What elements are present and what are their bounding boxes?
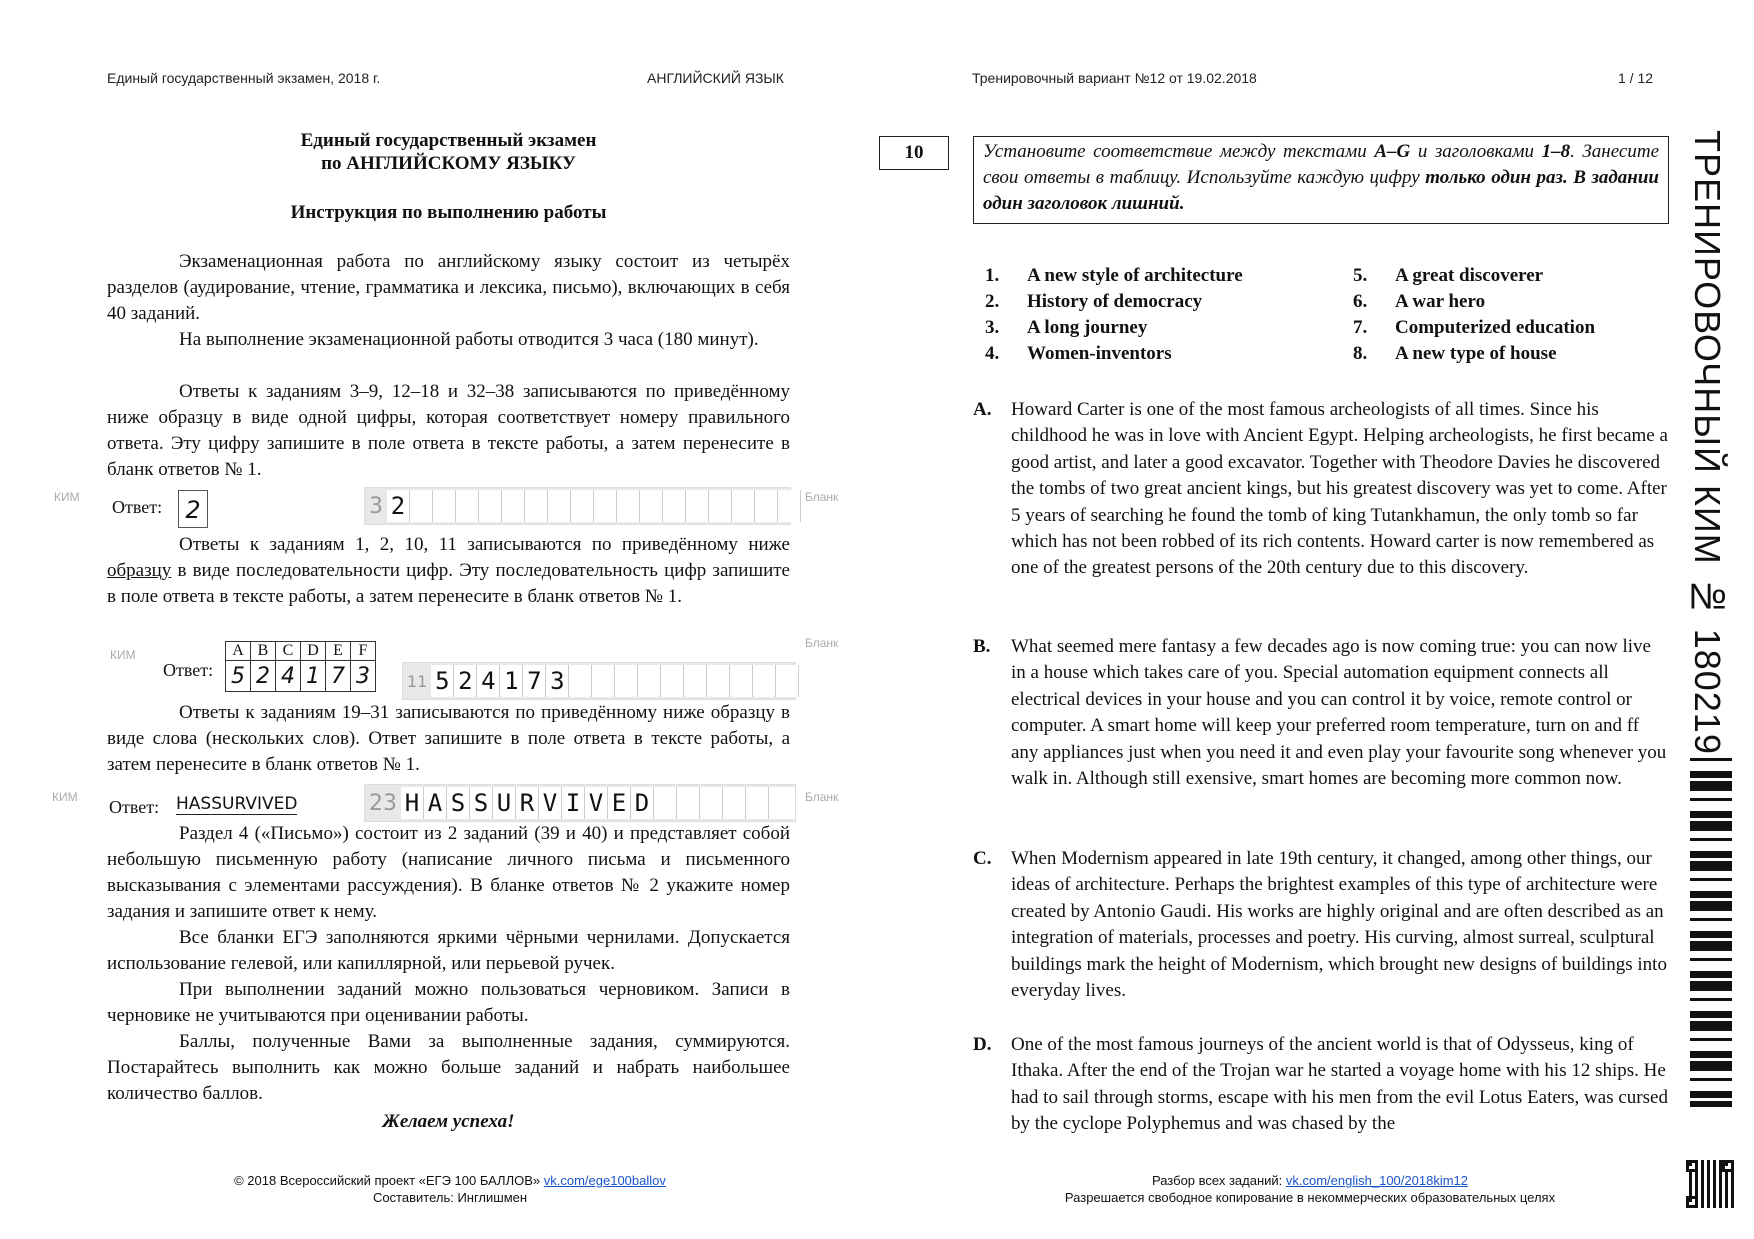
heading-text: A new type of house xyxy=(1395,343,1557,364)
answer-cell xyxy=(677,787,700,819)
answer-cells xyxy=(401,787,795,819)
vertical-kim-label: ТРЕНИРОВОЧНЫЙ КИМ № 180219 xyxy=(1687,130,1728,755)
answer-cell xyxy=(686,490,709,522)
grid-letter: E xyxy=(326,642,351,661)
answer-cell xyxy=(592,665,615,697)
grid-letter: F xyxy=(351,642,376,661)
kim-label: КИМ xyxy=(110,648,136,662)
paragraph-draft: При выполнении заданий можно пользоваться черновиком. Записи в черновике не учитываются при оценивании работы. xyxy=(107,979,790,1026)
link-sample: образцу xyxy=(107,560,172,581)
heading-number: 8. xyxy=(1353,343,1368,364)
paragraph-points: Баллы, полученные Вами за выполненные задания, суммируются. Постарайтесь выполнить как можно больше заданий и набрать наибольшее количество баллов. xyxy=(107,1031,790,1104)
answer-cell xyxy=(663,490,686,522)
answer-cell xyxy=(778,490,801,522)
answer-cell: V xyxy=(585,787,608,819)
heading-text: A long journey xyxy=(1027,317,1148,338)
paragraph-structure: Экзаменационная работа по английскому языку состоит из четырёх разделов (аудирование, чтение, грамматика и лексика, письмо), включающих в себя 40 заданий. xyxy=(107,251,790,324)
heading-item xyxy=(985,317,1147,339)
answer-cell xyxy=(661,665,684,697)
instruction-heading: Инструкция по выполнению работы xyxy=(290,202,607,223)
answer-cell: 2 xyxy=(387,490,410,522)
qr-code-icon xyxy=(1686,1160,1734,1208)
paragraph-ink: Все бланки ЕГЭ заполняются яркими чёрными чернилами. Допускается использование гелевой, или капиллярной, или перьевой ручек. xyxy=(107,927,790,974)
answer-cell: 1 xyxy=(500,665,523,697)
footer-left: © 2018 Всероссийский проект «ЕГЭ 100 БАЛЛОВ» vk.com/ege100ballov Составитель: Инглишмен xyxy=(234,1173,666,1205)
text-body: What seemed mere fantasy a few decades ago is now coming true: you can now live in a house which takes care of you. Special automation equipment connects all electrical devices in your house and you can control it by voice, remote control or computer. A smart home will keep your preferred room temperature, turn on and ff any appliances just when you need it and even play your favourite song whenever you walk in. Although still exensive, smart homes are becoming more common now. xyxy=(1011,636,1667,790)
heading-item xyxy=(985,265,1243,287)
text-b xyxy=(973,634,1669,792)
answer-cell xyxy=(755,490,778,522)
header-variant: Тренировочный вариант №12 от 19.02.2018 xyxy=(972,70,1257,86)
answer-grid xyxy=(225,641,376,692)
text-letter: C. xyxy=(973,848,992,869)
paragraph-sequence: Ответы к заданиям 1, 2, 10, 11 записываются по приведённому ниже образцу в виде последовательности цифр. Эту последовательность цифр запишите в поле ответа в тексте работы, а затем перенесите в бланк ответов № 1. xyxy=(107,534,790,607)
answer-cell: D xyxy=(631,787,654,819)
text-letter: A. xyxy=(973,399,992,420)
answer-cell xyxy=(723,787,746,819)
answer-cell: S xyxy=(447,787,470,819)
answer-sheet-strip-1 xyxy=(364,487,791,525)
text-body: When Modernism appeared in late 19th century, it changed, among other things, our ideas of architecture. Perhaps the brightest examples of this type of architecture were created by Antonio Gaudi. His works are highly original and are often described as an integration of materials, processes and poetry. His curving, almost surreal, sculptural buildings mark the height of Modernism, which brought new designs of buildings into everyday lives. xyxy=(1011,848,1667,1002)
answer-cell: 5 xyxy=(431,665,454,697)
answer-cell xyxy=(684,665,707,697)
answer-cell: 2 xyxy=(454,665,477,697)
grid-digit: 4 xyxy=(276,661,301,692)
paragraph-word: Ответы к заданиям 19–31 записываются по приведённому ниже образцу в виде слова (нескольких слов). Ответ запишите в поле ответа в тексте работы, а затем перенесите в бланк ответов № 1. xyxy=(107,702,790,775)
answer-cell xyxy=(700,787,723,819)
grid-letter: B xyxy=(251,642,276,661)
answer-cell xyxy=(502,490,525,522)
grid-digit: 2 xyxy=(251,661,276,692)
answer-cell xyxy=(456,490,479,522)
answer-cell xyxy=(594,490,617,522)
heading-text: Computerized education xyxy=(1395,317,1596,338)
text-letter: D. xyxy=(973,1034,992,1055)
title-line-1: Единый государственный экзамен xyxy=(300,130,597,151)
answer-cell xyxy=(707,665,730,697)
footer-right: Разбор всех заданий: vk.com/english_100/2018kim12 Разрешается свободное копирование в некоммерческих образовательных целях xyxy=(1064,1173,1556,1205)
heading-number: 1. xyxy=(985,265,1000,286)
answer-cell: 7 xyxy=(523,665,546,697)
link-ege100ballov[interactable]: vk.com/ege100ballov xyxy=(543,1173,666,1188)
answer-sheet-strip-2 xyxy=(402,662,796,700)
heading-number: 5. xyxy=(1353,265,1368,286)
answer-cell xyxy=(569,665,592,697)
heading-number: 3. xyxy=(985,317,1000,338)
answer-cell xyxy=(730,665,753,697)
text-body: One of the most famous journeys of the ancient world is that of Odysseus, king of Ithaka. After the end of the Trojan war he started a voyage home with his 12 ships. He had to sail through storms, escape with his men from the evil Lotus Eaters, was cursed by the cyclope Polyphemus and was chased by the xyxy=(1011,1034,1668,1135)
text-d xyxy=(973,1032,1669,1138)
answer-cell: 3 xyxy=(546,665,569,697)
heading-item xyxy=(985,291,1202,313)
text-letter: B. xyxy=(973,636,991,657)
good-luck: Желаем успеха! xyxy=(382,1111,515,1132)
answer-word: HASSURVIVED xyxy=(176,794,298,814)
answer-cell xyxy=(615,665,638,697)
text-c xyxy=(973,846,1669,1004)
answer-cell: R xyxy=(516,787,539,819)
task-number: 11 xyxy=(407,671,428,691)
answer-cells xyxy=(387,490,801,522)
task-number-box: 10 xyxy=(879,136,949,170)
heading-number: 4. xyxy=(985,343,1000,364)
barcode-icon xyxy=(1690,755,1732,1107)
heading-number: 7. xyxy=(1353,317,1368,338)
answer-cell: U xyxy=(493,787,516,819)
answer-cell: A xyxy=(424,787,447,819)
answer-cell: H xyxy=(401,787,424,819)
answer-cell xyxy=(410,490,433,522)
grid-letter: D xyxy=(301,642,326,661)
heading-item xyxy=(1353,343,1557,365)
answer-cell: V xyxy=(539,787,562,819)
page-number: 1 / 12 xyxy=(1618,70,1654,86)
answer-cell xyxy=(638,665,661,697)
answer-cell xyxy=(732,490,755,522)
answer-label: Ответ: xyxy=(112,497,163,517)
blank-label: Бланк xyxy=(805,490,839,504)
title-line-2: по АНГЛИЙСКОМУ ЯЗЫКУ xyxy=(321,153,576,174)
answer-cell xyxy=(709,490,732,522)
header-exam: Единый государственный экзамен, 2018 г. xyxy=(107,70,381,86)
grid-letter: C xyxy=(276,642,301,661)
heading-item xyxy=(1353,291,1485,313)
answer-box-digit: 2 xyxy=(178,490,208,528)
answer-label: Ответ: xyxy=(163,660,214,680)
grid-digit: 5 xyxy=(226,661,251,692)
heading-number: 2. xyxy=(985,291,1000,312)
answer-cell: 4 xyxy=(477,665,500,697)
heading-text: A new style of architecture xyxy=(1027,265,1243,286)
paragraph-writing: Раздел 4 («Письмо») состоит из 2 заданий (39 и 40) и представляет собой небольшую письменную работу (написание личного письма и письменного высказывания с элементами рассуждения). В бланке ответов № 2 укажите номер задания и запишите ответ к нему. xyxy=(107,823,790,922)
heading-text: History of democracy xyxy=(1027,291,1203,312)
paragraph-time: На выполнение экзаменационной работы отводится 3 часа (180 минут). xyxy=(179,329,759,350)
grid-digit: 7 xyxy=(326,661,351,692)
answer-cell: E xyxy=(608,787,631,819)
answer-cell xyxy=(640,490,663,522)
answer-cells xyxy=(431,665,799,697)
answer-cell xyxy=(746,787,769,819)
kim-label: КИМ xyxy=(54,490,80,504)
answer-cell xyxy=(525,490,548,522)
answer-cell xyxy=(776,665,799,697)
heading-item xyxy=(985,343,1172,365)
text-a xyxy=(973,397,1669,582)
answer-sheet-strip-3 xyxy=(364,784,796,822)
answer-cell xyxy=(571,490,594,522)
heading-text: A war hero xyxy=(1395,291,1486,312)
heading-text: A great discoverer xyxy=(1395,265,1544,286)
text-body: Howard Carter is one of the most famous archeologists of all times. Since his childhood he was in love with Ancient Egypt. Helping archeologists, he first became a good artist, and later a good excavator. Together with Theodore Davies he discovered the tombs of two great ancient kings, but his greatest discovery was yet to come. After 5 years of searching he found the tomb of king Tutankhamun, the only tomb so far which has not been robbed of its rich contents. Howard carter is now remembered as one of the greatest persons of the 20th century due to this discovery. xyxy=(1011,399,1668,579)
grid-letter: A xyxy=(226,642,251,661)
answer-cell xyxy=(654,787,677,819)
blank-label: Бланк xyxy=(805,790,839,804)
kim-label: КИМ xyxy=(52,790,78,804)
answer-cell xyxy=(617,490,640,522)
task-number: 23 xyxy=(369,790,397,816)
answer-cell xyxy=(433,490,456,522)
heading-item xyxy=(1353,317,1595,339)
answer-cell xyxy=(479,490,502,522)
grid-digit: 1 xyxy=(301,661,326,692)
answer-cell: S xyxy=(470,787,493,819)
blank-label: Бланк xyxy=(805,636,839,650)
answer-cell: I xyxy=(562,787,585,819)
heading-item xyxy=(1353,265,1543,287)
heading-text: Women-inventors xyxy=(1027,343,1172,364)
answer-cell xyxy=(548,490,571,522)
link-analysis[interactable]: vk.com/english_100/2018kim12 xyxy=(1285,1173,1468,1188)
task-instruction: Установите соответствие между текстами A–G и заголовками 1–8. Занесите свои ответы в таблицу. Используйте каждую цифру только один раз. В задании один заголовок лишний. xyxy=(973,136,1669,224)
paragraph-single-digit: Ответы к заданиям 3–9, 12–18 и 32–38 записываются по приведённому ниже образцу в виде одной цифры, которая соответствует номеру правильного ответа. Эту цифру запишите в поле ответа в тексте работы, а затем перенесите в бланк ответов № 1. xyxy=(107,381,790,480)
header-subject: АНГЛИЙСКИЙ ЯЗЫК xyxy=(647,70,784,86)
heading-number: 6. xyxy=(1353,291,1368,312)
grid-digit: 3 xyxy=(351,661,376,692)
answer-cell xyxy=(753,665,776,697)
task-number: 3 xyxy=(369,493,383,519)
answer-label: Ответ: xyxy=(109,797,160,817)
